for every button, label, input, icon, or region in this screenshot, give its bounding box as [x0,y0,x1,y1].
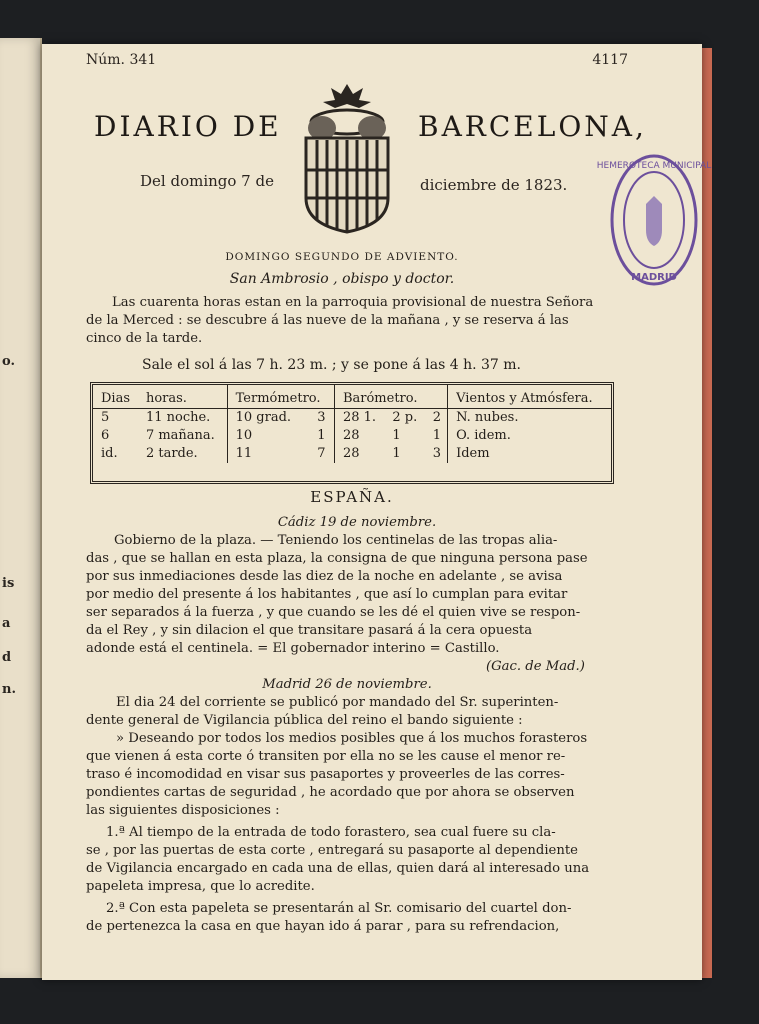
weather-table [90,382,614,484]
table-row: 5 11 noche. 10 grad. 3 28 1. 2 p. 2 N. nubes. [93,409,611,428]
page-number: 4117 [592,52,628,68]
article-line: dente general de Vigilancia pública del reino el bando siguiente : [86,713,523,728]
article-line: Gobierno de la plaza. — Teniendo los centinelas de las tropas alia- [114,533,558,548]
sunrise-sunset: Sale el sol á las 7 h. 23 m. ; y se pone á las 4 h. 37 m. [142,357,521,373]
article-line: se , por las puertas de esta corte , entregará su pasaporte al dependiente [86,843,578,858]
madrid-heading: Madrid 26 de noviembre. [262,677,432,692]
article-line: las siguientes disposiciones : [86,803,280,818]
article-line: de Vigilancia encargado en cada una de ellas, quien dará al interesado una [86,861,590,876]
intro-line: cinco de la tarde. [86,331,203,346]
article-line: 1.ª Al tiempo de la entrada de todo forastero, sea cual fuere su cla- [106,825,556,840]
article-source: (Gac. de Mad.) [486,659,585,674]
left-page-fragment: d [2,650,12,665]
weather-header-barometer: Barómetro. [334,385,447,409]
article-line: » Deseando por todos los medios posibles que á los muchos forasteros [116,731,588,746]
cadiz-heading: Cádiz 19 de noviembre. [277,515,437,530]
liturgical-day: DOMINGO SEGUNDO DE ADVIENTO. [225,251,459,263]
article-line: que vienen á esta corte ó transiten por ella no se les cause el menor re- [86,749,566,764]
intro-line: Las cuarenta horas estan en la parroquia provisional de nuestra Señora [112,295,594,310]
article-line: de pertenezca la casa en que hayan ido á parar , para su refrendacion, [86,919,560,934]
left-page-fragment: o. [2,354,15,369]
coat-of-arms-icon [292,80,402,236]
weather-header-winds: Vientos y Atmósfera. [448,385,611,409]
article-line: adonde está el centinela. = El gobernador interino = Castillo. [86,641,500,656]
article-line: por sus inmediaciones desde las diez de la noche en adelante , se avisa [86,569,563,584]
article-line: das , que se hallan en esta plaza, la consigna de que ninguna persona pase [86,551,588,566]
left-page-fragment: is [2,576,15,591]
article-line: papeleta impresa, que lo acredite. [86,879,315,894]
saint-of-day: San Ambrosio , obispo y doctor. [229,271,455,287]
weather-header-days: Dias [93,385,138,409]
masthead-title-right: BARCELONA, [418,110,647,143]
date-left: Del domingo 7 de [140,172,274,190]
article-line: da el Rey , y sin dilacion el que transitare pasará á la cera opuesta [86,623,533,638]
newspaper-page [42,44,712,980]
section-heading: ESPAÑA. [310,488,394,506]
intro-line: de la Merced : se descubre á las nueve de la mañana , y se reserva á las [86,313,569,328]
article-line: pondientes cartas de seguridad , he acordado que por ahora se observen [86,785,575,800]
stamp-bottom-text: MADRID [631,272,677,283]
weather-header-thermometer: Termómetro. [227,385,334,409]
weather-header-row [93,385,611,409]
issue-number: Núm. 341 [86,52,157,68]
date-right: diciembre de 1823. [420,176,568,194]
weather-header-hours: horas. [138,385,227,409]
article-line: por medio del presente á los habitantes , que así lo cumplan para evitar [86,587,568,602]
article-line: El dia 24 del corriente se publicó por mandado del Sr. superinten- [116,695,559,710]
masthead-title-left: DIARIO DE [94,110,282,143]
library-stamp [596,152,712,288]
article-line: 2.ª Con esta papeleta se presentarán al Sr. comisario del cuartel don- [106,901,572,916]
left-page-edge [0,38,42,978]
table-row: id. 2 tarde. 11 7 28 1 3 Idem [93,445,611,463]
article-line: traso é incomodidad en visar sus pasaportes y proveerles de las corres- [86,767,565,782]
table-row: 6 7 mañana. 10 1 28 1 1 O. idem. [93,427,611,445]
article-line: ser separados á la fuerza , y que cuando se les dé el quien vive se respon- [86,605,581,620]
left-page-fragment: a [2,616,11,631]
left-page-fragment: n. [2,682,16,697]
stamp-top-text: HEMEROTECA MUNICIPAL [596,161,712,171]
